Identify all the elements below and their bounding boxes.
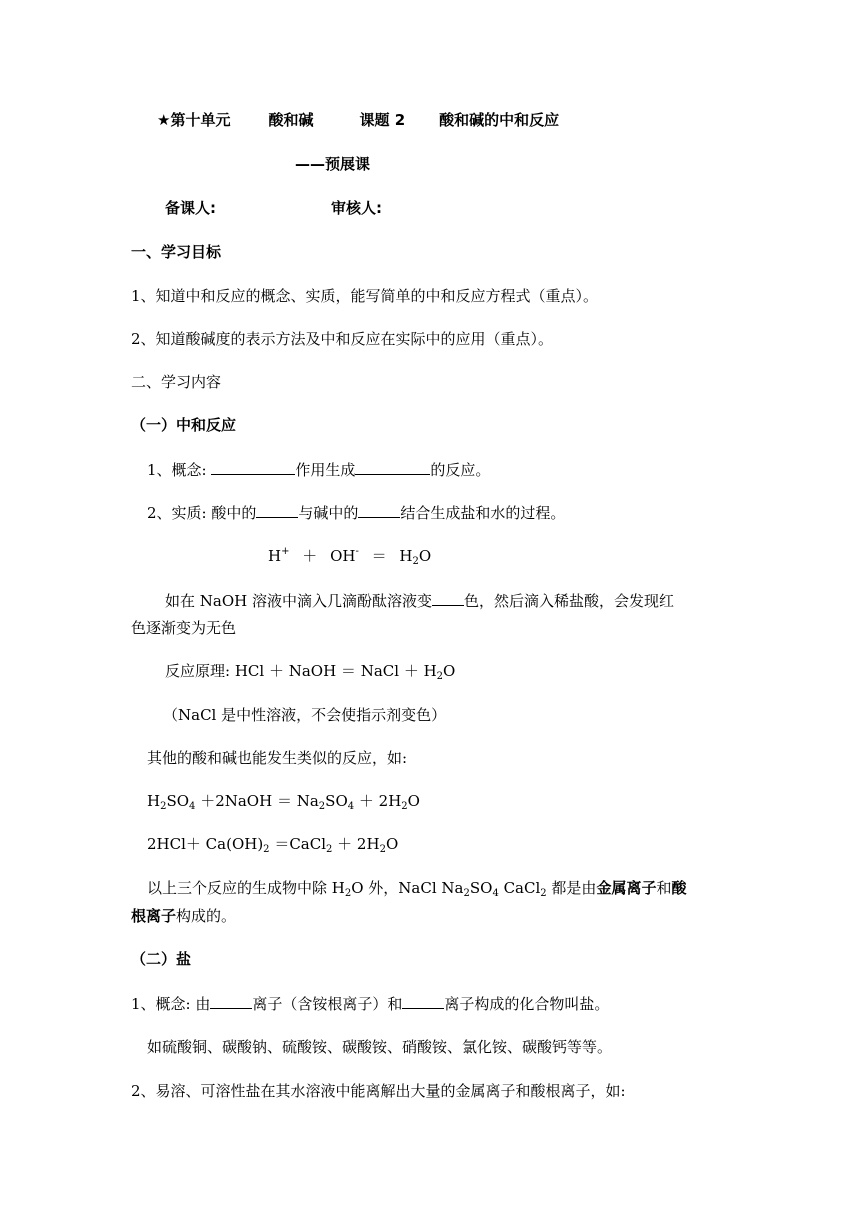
blank-1[interactable] (211, 459, 295, 475)
subtitle: ——预展课 (295, 155, 371, 173)
blank-3[interactable] (256, 502, 298, 518)
subsection2-heading: （二）盐 (131, 950, 192, 968)
section2-heading: 二、学习内容 (131, 373, 222, 391)
blank-2[interactable] (355, 459, 430, 475)
blank-4[interactable] (358, 502, 400, 518)
goal-item-2: 2、知道酸碱度的表示方法及中和反应在实际中的应用（重点）。 (131, 330, 554, 348)
reviewer-label: 审核人: (331, 199, 382, 217)
concept-line: 1、概念: 作用生成 的反应。 (147, 461, 491, 479)
preparer-label: 备课人: (165, 199, 216, 217)
subsection1-heading: （一）中和反应 (131, 416, 237, 434)
title-lesson-name: 酸和碱的中和反应 (439, 111, 560, 129)
equation-2: $2HCl+ Ca(OH)_2$ ＝CaCl$_2$ ＋ $2H_2O$ (147, 835, 399, 855)
blank-color[interactable] (432, 590, 464, 606)
essence-line: 2、实质: 酸中的 与碱中的 结合生成盐和水的过程。 (147, 504, 566, 522)
ionic-equation: $H^+ + OH^- = H_2O$ (268, 546, 432, 567)
goal-item-1: 1、知道中和反应的概念、实质，能写简单的中和反应方程式（重点）。 (131, 287, 599, 305)
blank-5[interactable] (210, 993, 252, 1009)
salt-concept: 1、概念: 由 离子（含铵根离子）和 离子构成的化合物叫盐。 (131, 995, 610, 1013)
example-line-2: 色逐渐变为无色 (131, 619, 237, 637)
title-topic: 酸和碱 (268, 111, 314, 129)
title-lesson: 课题 2 (359, 111, 406, 129)
others-intro: 其他的酸和碱也能发生类似的反应，如: (147, 749, 408, 767)
salt-item-2: 2、易溶、可溶性盐在其水溶液中能离解出大量的金属离子和酸根离子，如: (131, 1082, 626, 1100)
title-line (157, 110, 559, 130)
summary-line-1: 以上三个反应的生成物中除 $H_2O$ 外，NaCl $Na_2SO_4$ CaCl$_2$ 都是由金属离子和酸 (147, 879, 687, 899)
blank-6[interactable] (402, 993, 444, 1009)
principle-line: 反应原理: HCl ＋ NaOH ＝ NaCl ＋ $H_2O$ (165, 662, 456, 682)
section1-heading: 一、学习目标 (131, 243, 222, 261)
salt-examples: 如硫酸铜、碳酸钠、硫酸铵、碳酸铵、硝酸铵、氯化铵、碳酸钙等等。 (147, 1038, 613, 1056)
equation-1: $H_2SO_4$ ＋2NaOH ＝ $Na_2SO_4 + 2H_2O$ (147, 792, 420, 812)
nacl-note: （NaCl 是中性溶液，不会使指示剂变色） (163, 706, 447, 724)
summary-line-2: 根离子构成的。 (131, 907, 237, 925)
example-line-1: 如在 NaOH 溶液中滴入几滴酚酞溶液变 色，然后滴入稀盐酸，会发现红 (165, 592, 674, 610)
title-unit: ★第十单元 (157, 111, 231, 129)
